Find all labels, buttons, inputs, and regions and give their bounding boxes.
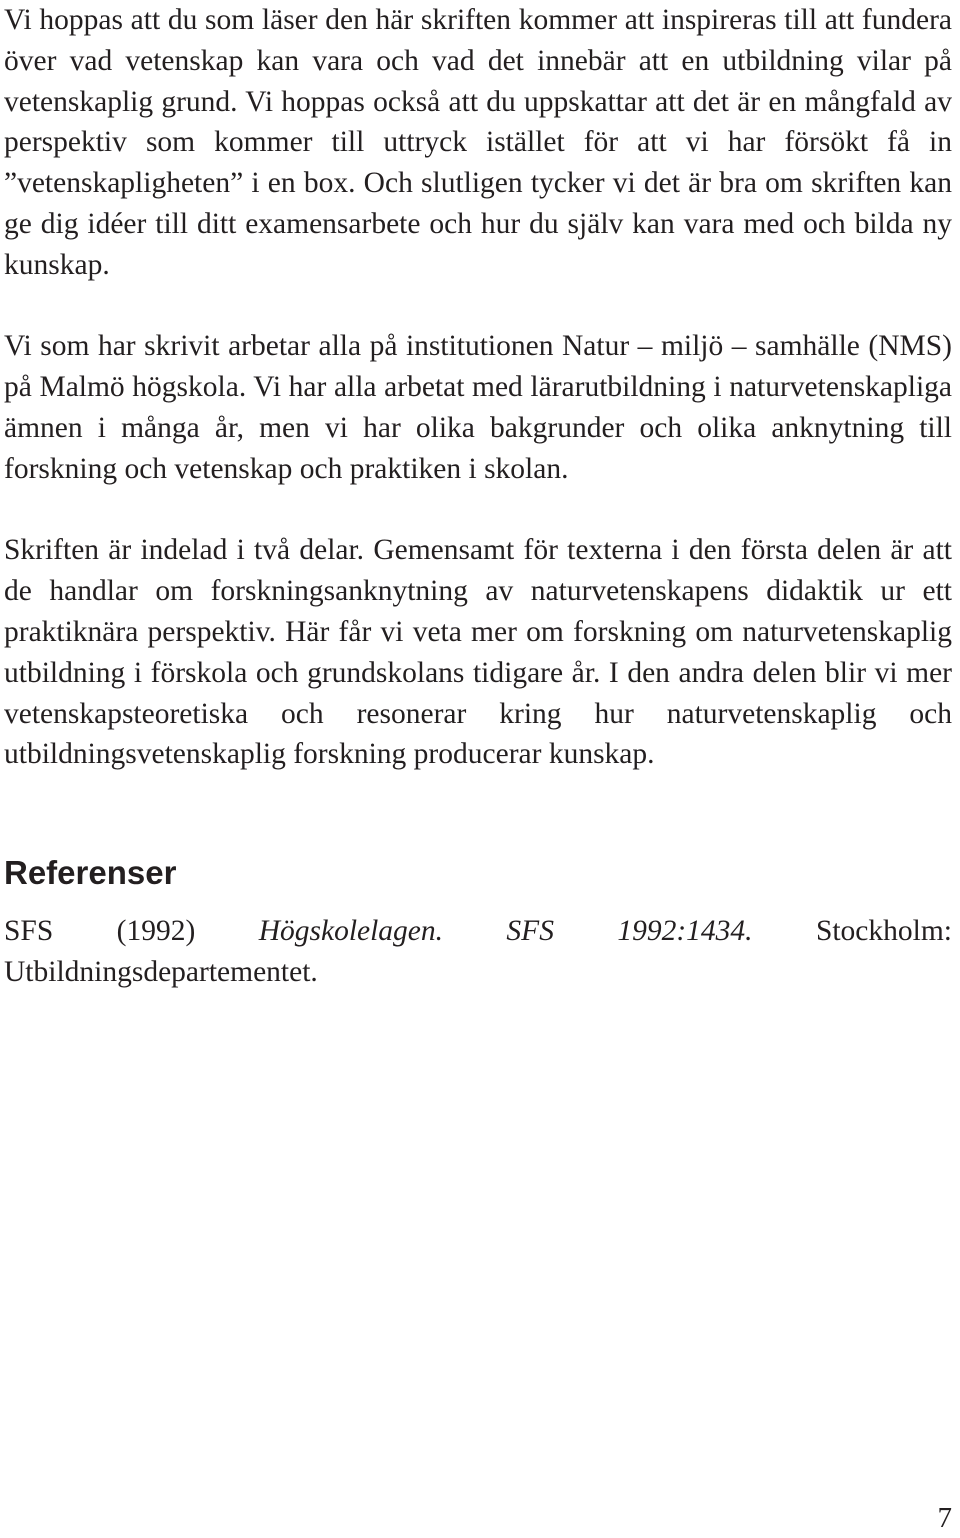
body-paragraph-1: Vi hoppas att du som läser den här skriften kommer att inspireras till att fundera över vad vetenskap kan vara och vad det innebär att en utbildning vilar på vetenskaplig grund. Vi hoppas också att du uppskattar att det är en mångfald av perspektiv som kommer till uttryck istället för att vi har försökt få in ”vetenskapligheten” i en box. Och slutligen tycker vi det är bra om skriften kan ge dig idéer till ditt examensarbete och hur du själv kan vara med och bilda ny kunskap. xyxy=(4,4,952,281)
page-number: 7 xyxy=(937,1502,952,1534)
reference-author-year: SFS (1992) xyxy=(4,915,259,948)
reference-publisher: Stockholm: Utbildningsdepartementet. xyxy=(4,915,952,988)
body-paragraph-2: Vi som har skrivit arbetar alla på institutionen Natur – miljö – samhälle (NMS) på Malmö högskola. Vi har alla arbetat med lärarutbildning i naturvetenskapliga ämnen i många år, men vi har olika bakgrunder och olika anknytning till forskning och vetenskap och praktiken i skolan. xyxy=(4,330,952,485)
document-page xyxy=(4,0,952,993)
reference-item xyxy=(4,911,952,993)
references-heading: Referenser xyxy=(4,854,177,892)
body-paragraph-3: Skriften är indelad i två delar. Gemensamt för texterna i den första delen är att de handlar om forskningsanknytning av naturvetenskapens didaktik ur ett praktiknära perspektiv. Här får vi veta mer om forskning om naturvetenskaplig utbildning i förskola och grundskolans tidigare år. I den andra delen blir vi mer vetenskapsteoretiska och resonerar kring hur naturvetenskaplig och utbildningsvetenskaplig forskning producerar kunskap. xyxy=(4,534,952,771)
reference-title: Högskolelagen. SFS 1992:1434. xyxy=(258,915,753,948)
